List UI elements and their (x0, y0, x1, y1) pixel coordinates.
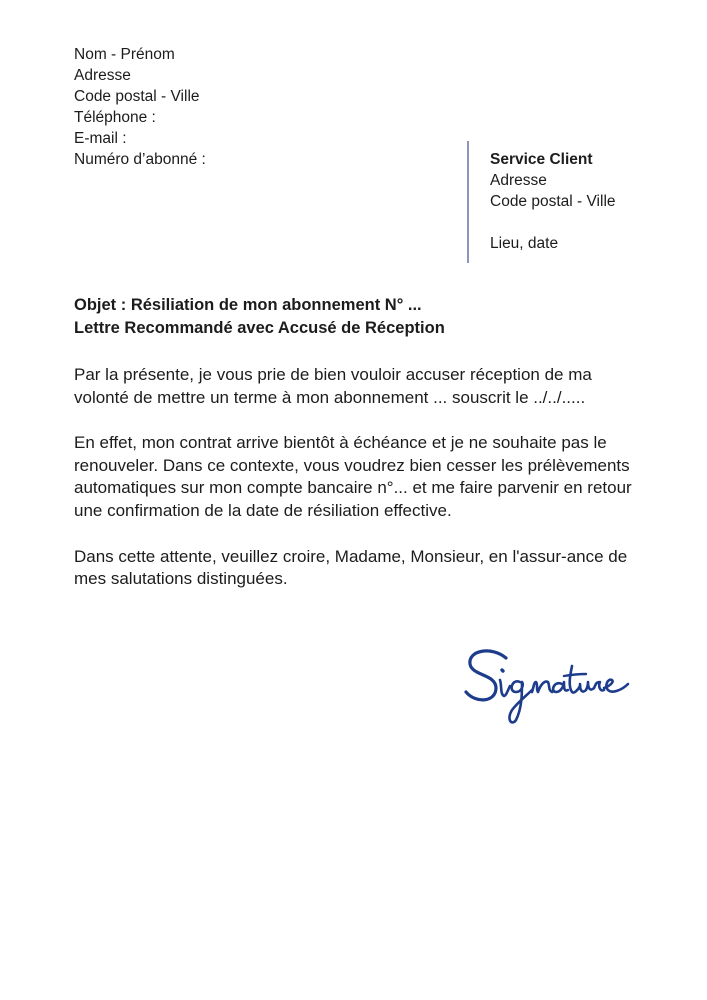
subject-line: Objet : Résiliation de mon abonnement N° ... (74, 296, 422, 314)
sender-subscriber-number: Numéro d’abonné : (74, 151, 206, 168)
delivery-mode-line: Lettre Recommandé avec Accusé de Réception (74, 319, 445, 337)
recipient-postal-city: Code postal - Ville (490, 193, 616, 210)
sender-block (74, 44, 206, 170)
letter-body (74, 364, 639, 614)
recipient-divider (467, 141, 469, 263)
signature-image (462, 644, 637, 728)
body-paragraph-1: Par la présente, je vous prie de bien vouloir accuser réception de ma volonté de mettre un terme à mon abonnement ... souscrit le ../../..... (74, 365, 592, 407)
body-paragraph-2: En effet, mon contrat arrive bientôt à échéance et je ne souhaite pas le renouveler. Dans ce contexte, vous voudrez bien cesser les prélèvements automatiques sur mon compte bancaire n°... et me faire parvenir en retour une confirmation de la date de résiliation effective. (74, 433, 632, 520)
sender-email: E-mail : (74, 130, 127, 147)
sender-phone: Téléphone : (74, 109, 156, 126)
sender-name: Nom - Prénom (74, 46, 175, 63)
recipient-company: Service Client (490, 151, 593, 168)
recipient-block (490, 149, 616, 254)
recipient-address: Adresse (490, 172, 547, 189)
sender-address: Adresse (74, 67, 131, 84)
sender-postal-city: Code postal - Ville (74, 88, 200, 105)
subject-block (74, 294, 445, 340)
place-date: Lieu, date (490, 235, 559, 252)
body-paragraph-3: Dans cette attente, veuillez croire, Madame, Monsieur, en l'assur-ance de mes salutations distinguées. (74, 546, 628, 589)
